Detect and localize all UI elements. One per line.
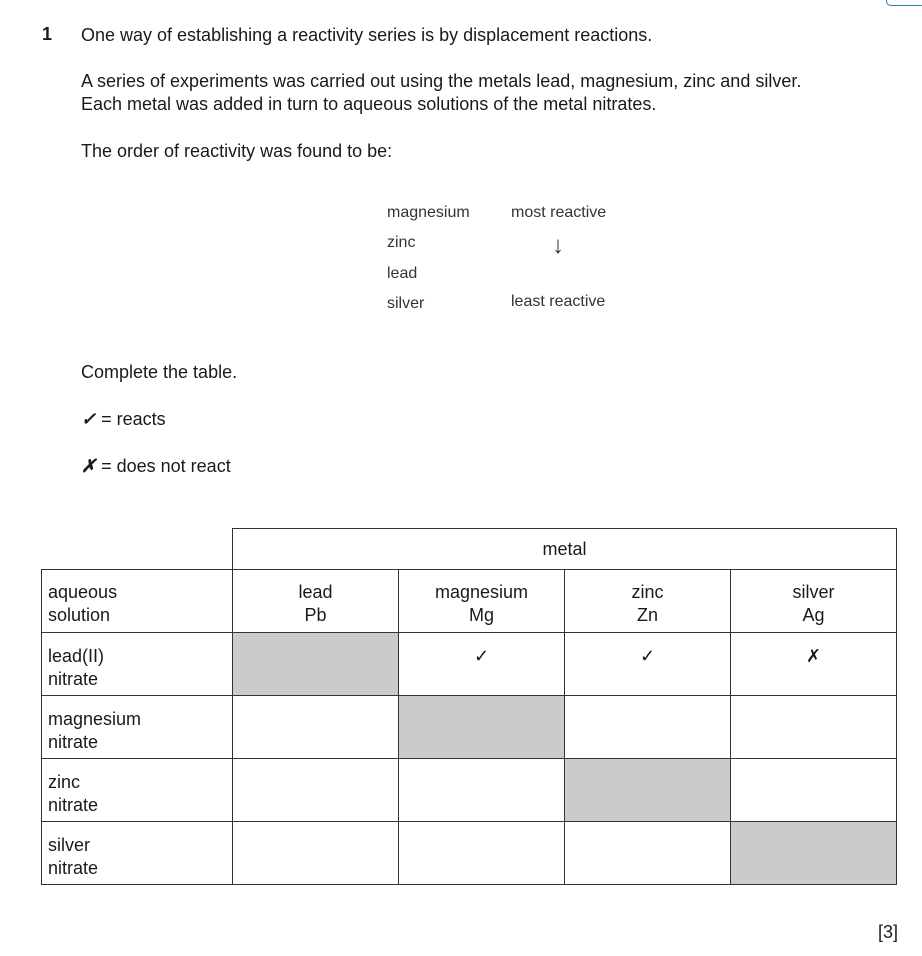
reactivity-table [41,528,897,885]
cross-icon: ✗ [81,456,97,476]
row-label-line-1: zinc [48,772,81,792]
intro-text: One way of establishing a reactivity series is by displacement reactions. [81,25,653,45]
answer-cell[interactable] [233,822,399,885]
column-header-zinc [565,570,731,633]
column-symbol: Zn [636,605,658,625]
row-label-line-1: silver [48,835,91,855]
answer-cell[interactable] [565,633,731,696]
answer-cell[interactable] [731,759,897,822]
answer-cell[interactable] [731,633,897,696]
column-name: magnesium [434,582,529,602]
arrow-down-icon: ↓ [552,232,564,259]
description-line-2: Each metal was added in turn to aqueous solutions of the metal nitrates. [81,94,657,114]
table-row [42,822,897,885]
shaded-cell [565,759,731,822]
series-metal: lead [387,265,418,282]
column-name: silver [792,582,835,602]
blank-corner [42,529,233,570]
table-row [42,696,897,759]
most-reactive-label: most reactive [511,204,607,221]
row-header-line-1: aqueous [48,582,118,602]
answer-cell[interactable] [731,696,897,759]
row-label-line-2: nitrate [48,732,99,752]
column-header-magnesium [399,570,565,633]
question-number: 1 [42,24,53,44]
row-header [42,570,233,633]
cross-icon: ✗ [805,646,822,666]
check-icon: ✓ [639,646,656,666]
shaded-cell [399,696,565,759]
key-no-react-text: = does not react [101,456,231,476]
answer-cell[interactable] [233,696,399,759]
least-reactive-label: least reactive [511,293,606,310]
column-symbol: Mg [468,605,494,625]
series-metal: zinc [387,234,416,251]
row-label [42,822,233,885]
column-symbol: Ag [802,605,825,625]
table-row [42,759,897,822]
row-label-line-2: nitrate [48,795,99,815]
key-reacts-text: = reacts [101,409,166,429]
order-intro: The order of reactivity was found to be: [81,141,393,161]
row-label-line-2: nitrate [48,669,99,689]
answer-cell[interactable] [565,822,731,885]
row-label [42,759,233,822]
instruction: Complete the table. [81,362,238,382]
check-icon: ✓ [81,409,97,429]
series-metal: magnesium [387,204,470,221]
key-no-react [81,456,231,477]
row-label [42,633,233,696]
column-name: zinc [631,582,664,602]
key-reacts [81,409,166,430]
table-row [42,633,897,696]
description-text [81,70,801,116]
series-metal: silver [387,295,425,312]
shaded-cell [233,633,399,696]
row-label-line-1: lead(II) [48,646,105,666]
row-label-line-2: nitrate [48,858,99,878]
answer-cell[interactable] [399,633,565,696]
row-label-line-1: magnesium [48,709,142,729]
column-symbol: Pb [304,605,327,625]
shaded-cell [731,822,897,885]
column-header-lead [233,570,399,633]
row-label [42,696,233,759]
answer-cell[interactable] [565,696,731,759]
answer-cell[interactable] [399,759,565,822]
answer-cell[interactable] [233,759,399,822]
row-header-line-2: solution [48,605,111,625]
marks-label: [3] [877,922,898,942]
corner-frame [886,0,922,6]
column-name: lead [298,582,333,602]
description-line-1: A series of experiments was carried out using the metals lead, magnesium, zinc and silver. [81,71,802,91]
column-header-silver [731,570,897,633]
check-icon: ✓ [473,646,490,666]
answer-cell[interactable] [399,822,565,885]
metal-header: metal [233,529,897,570]
